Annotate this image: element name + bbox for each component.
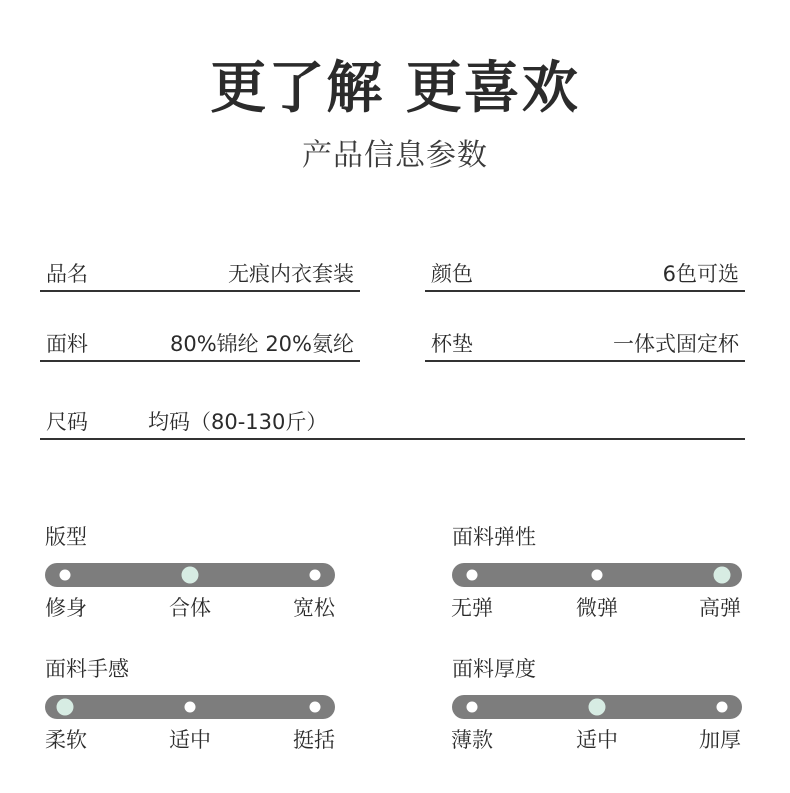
scale-dot-thickness-1 [589, 699, 606, 716]
spec-label-size: 尺码 [46, 410, 88, 434]
scale-label-thickness-2: 加厚 [699, 728, 741, 752]
spec-label-name: 品名 [46, 262, 88, 286]
spec-value-fabric: 80%锦纶 20%氨纶 [169, 332, 354, 356]
scale-dot-hand-feel-2 [310, 702, 321, 713]
scale-title-hand-feel: 面料手感 [45, 657, 129, 681]
spec-label-fabric: 面料 [46, 332, 88, 356]
scale-dot-thickness-0 [467, 702, 478, 713]
spec-row-color [425, 256, 745, 292]
spec-value-color: 6色可选 [662, 262, 739, 286]
scale-dot-hand-feel-1 [185, 702, 196, 713]
scale-dot-fit-1 [182, 567, 199, 584]
spec-value-name: 无痕内衣套装 [228, 262, 354, 286]
spec-row-size [40, 404, 745, 440]
scale-dot-elasticity-0 [467, 570, 478, 581]
scale-label-thickness-0: 薄款 [451, 728, 493, 752]
spec-row-name [40, 256, 360, 292]
scale-dot-elasticity-1 [592, 570, 603, 581]
scale-track-thickness [452, 695, 742, 719]
scale-dot-fit-0 [60, 570, 71, 581]
scale-label-thickness-1: 适中 [576, 728, 618, 752]
page-subtitle: 产品信息参数 [302, 138, 488, 173]
scale-label-elasticity-2: 高弹 [699, 596, 741, 620]
spec-value-cup: 一体式固定杯 [613, 332, 739, 356]
spec-row-fabric [40, 326, 360, 362]
scale-label-fit-1: 合体 [169, 596, 211, 620]
spec-label-color: 颜色 [431, 262, 473, 286]
scale-label-elasticity-1: 微弹 [576, 596, 618, 620]
scale-title-elasticity: 面料弹性 [452, 525, 536, 549]
scale-dot-fit-2 [310, 570, 321, 581]
scale-track-hand-feel [45, 695, 335, 719]
scale-track-fit [45, 563, 335, 587]
scale-dot-hand-feel-0 [57, 699, 74, 716]
spec-value-size: 均码（80-130斤） [148, 410, 328, 434]
spec-label-cup: 杯垫 [431, 332, 473, 356]
scale-dot-elasticity-2 [714, 567, 731, 584]
page-title: 更了解 更喜欢 [210, 56, 580, 121]
scale-label-hand-feel-2: 挺括 [293, 728, 335, 752]
scale-label-fit-2: 宽松 [293, 596, 335, 620]
scale-track-elasticity [452, 563, 742, 587]
scale-label-hand-feel-1: 适中 [169, 728, 211, 752]
scale-dot-thickness-2 [717, 702, 728, 713]
scale-label-hand-feel-0: 柔软 [45, 728, 87, 752]
scale-title-fit: 版型 [45, 525, 87, 549]
scale-title-thickness: 面料厚度 [452, 657, 536, 681]
scale-label-fit-0: 修身 [45, 596, 87, 620]
scale-label-elasticity-0: 无弹 [451, 596, 493, 620]
spec-row-cup [425, 326, 745, 362]
